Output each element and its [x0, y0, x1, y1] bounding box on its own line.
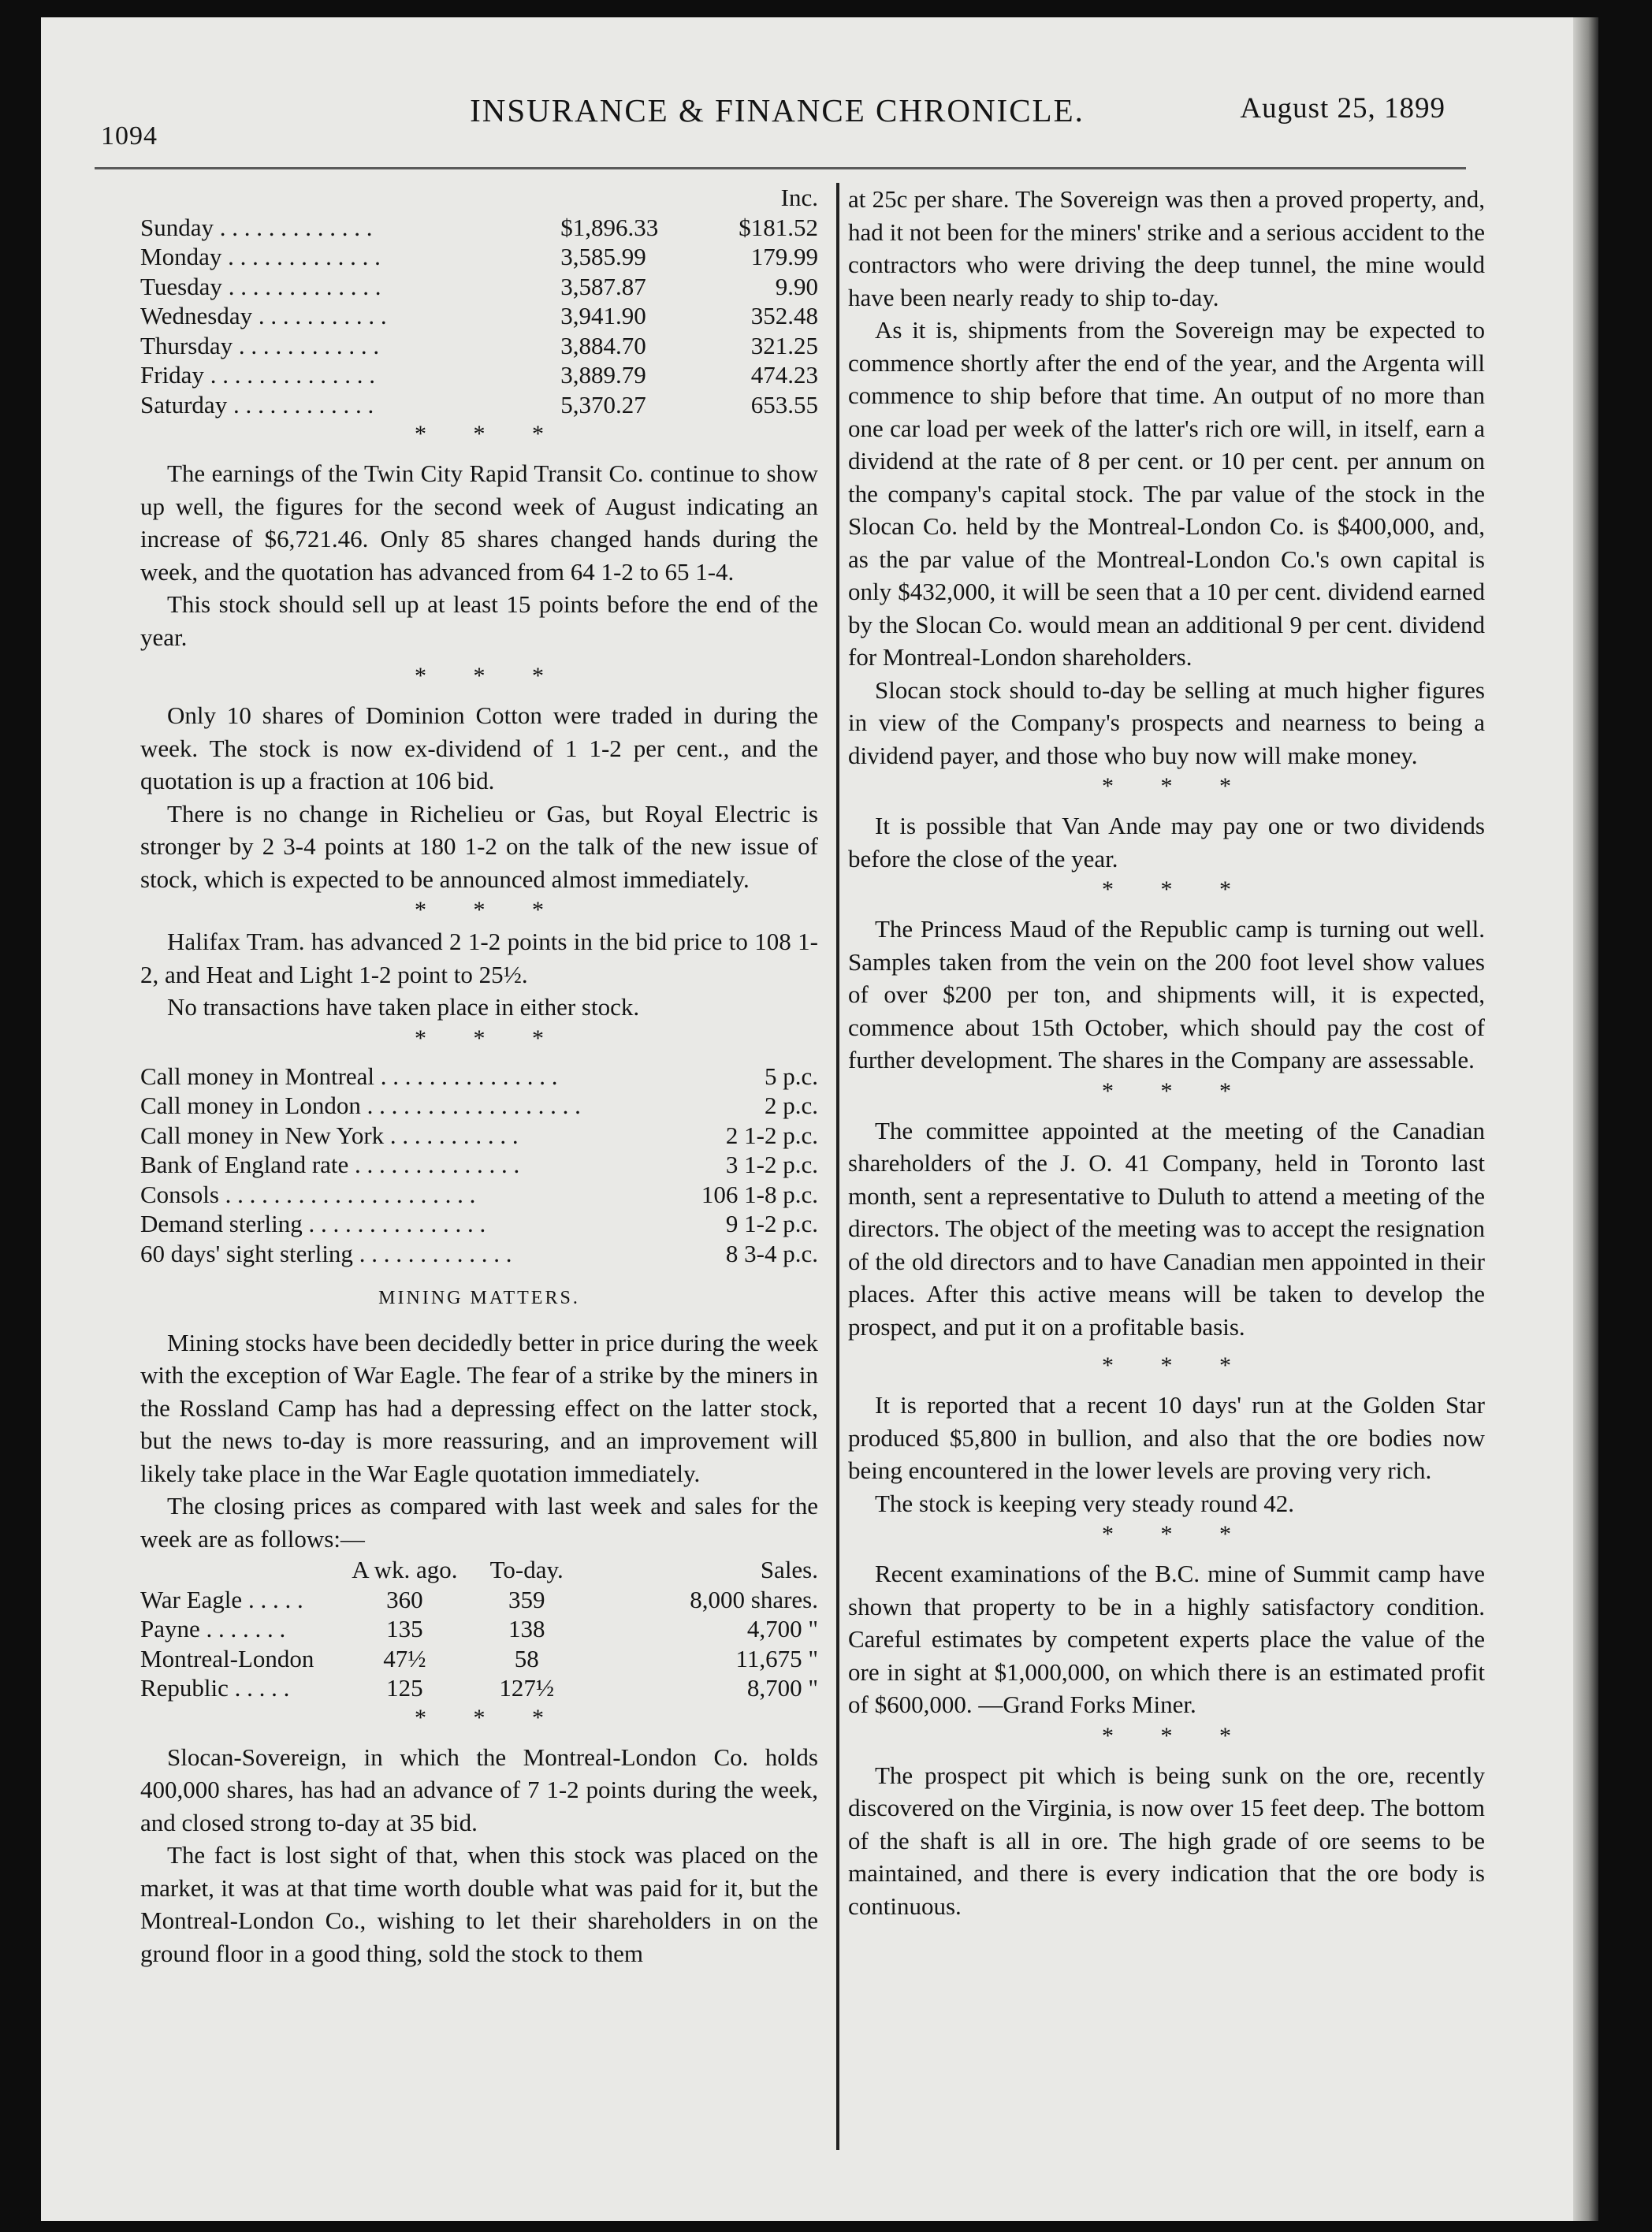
column-header: Sales. [760, 1556, 818, 1583]
column-divider [836, 183, 839, 2150]
table-row: Call money in London . . . . . . . . . . . . . . . . . . 2 p.c. [140, 1092, 818, 1119]
paragraph-golden-star-stock: The stock is keeping very steady round 42. [875, 1489, 1295, 1517]
section-separator: * * * [1102, 773, 1252, 799]
rate-value: 2 p.c. [764, 1092, 818, 1119]
table-row: Tuesday . . . . . . . . . . . . . 3,587.87 9.90 [140, 272, 818, 300]
section-separator: * * * [1102, 1521, 1252, 1547]
paragraph-golden-star: It is reported that a recent 10 days' run at the Golden Star produced $5,800 in bullion, and also that the ore bodies now being encountered in the lower levels are proving very rich. [848, 1391, 1485, 1484]
table-header-row [140, 1555, 818, 1585]
earnings-header-row [140, 183, 818, 213]
rate-value: 2 1-2 p.c. [725, 1121, 818, 1149]
earnings-amount: 5,370.27 [560, 390, 646, 418]
earnings-amount: $1,896.33 [560, 213, 659, 241]
stock-name: War Eagle [140, 1585, 243, 1613]
earnings-table [140, 183, 818, 419]
earnings-increase: 474.23 [750, 361, 818, 389]
section-separator: * * * [415, 663, 564, 689]
paragraph-slocan-outlook: Slocan stock should to-day be selling at much higher figures in view of the Company's prospects and nearness to being a dividend payer, and those who buy now will make money. [848, 675, 1485, 769]
day-label: Wednesday [140, 302, 253, 329]
section-heading-mining: MINING MATTERS. [378, 1288, 580, 1308]
section-separator: * * * [415, 1704, 564, 1731]
table-row: Demand sterling . . . . . . . . . . . . . . . 9 1-2 p.c. [140, 1210, 818, 1237]
paragraph-mining-intro: The closing prices as compared with last week and sales for the week are as follows:— [140, 1492, 818, 1553]
page-number: 1094 [101, 121, 158, 151]
paragraph-bc-mine: Recent examinations of the B.C. mine of Summit camp have shown that property to be in a highly satisfactory condition. Careful estimates by competent experts place the value of the ore in sight at $1,000,000, on which there is an estimated profit of $600,000. —Grand Forks Miner. [848, 1560, 1485, 1718]
day-label: Tuesday [140, 272, 222, 300]
table-row: Call money in Montreal . . . . . . . . . . . . . . . 5 p.c. [140, 1062, 818, 1090]
table-row: Payne . . . . . . . 135 138 4,700 " [140, 1615, 818, 1642]
paragraph-committee: The committee appointed at the meeting of the Canadian shareholders of the J. O. 41 Company, held in Toronto last month, sent a representative to Duluth to attend a meeting of the directors. The object of the meeting was to accept the resignation of the old directors and to have Canadian men appointed in their places. After this active means will be taken to develop the prospect, and put it on a profitable basis. [848, 1116, 1485, 1341]
earnings-increase: 321.25 [750, 331, 818, 359]
rate-value: 5 p.c. [764, 1062, 818, 1090]
day-label: Sunday [140, 213, 214, 241]
section-separator: * * * [415, 897, 564, 923]
earnings-increase: 179.99 [750, 243, 818, 270]
section-separator: * * * [1102, 1352, 1252, 1378]
earnings-increase: 352.48 [750, 302, 818, 329]
rate-value: 106 1-8 p.c. [701, 1180, 818, 1208]
rate-value: 3 1-2 p.c. [725, 1151, 818, 1178]
earnings-increase: $181.52 [739, 213, 818, 241]
section-separator: * * * [415, 1025, 564, 1051]
table-row: Call money in New York . . . . . . . . . . . 2 1-2 p.c. [140, 1121, 818, 1149]
table-row: Montreal-London 47½ 58 11,675 " [140, 1644, 818, 1672]
paragraph-twin-city: The earnings of the Twin City Rapid Transit Co. continue to show up well, the figures for the second week of August indicating an increase of $6,721.46. Only 85 shares changed hands during the week, and the quotation has advanced from 64 1-2 to 65 1-4. [140, 459, 818, 586]
section-separator: * * * [1102, 1077, 1252, 1104]
section-separator: * * * [1102, 1722, 1252, 1749]
column-header: A wk. ago. [352, 1556, 458, 1583]
paragraph-halifax-note: No transactions have taken place in either stock. [167, 993, 640, 1021]
paragraph-richelieu: There is no change in Richelieu or Gas, but Royal Electric is stronger by 2 3-4 points at 180 1-2 on the talk of the new issue of stock, which is expected to be announced almost immediately. [140, 799, 818, 893]
paragraph-van-ande: It is possible that Van Ande may pay one or two dividends before the close of the year. [848, 812, 1485, 872]
publication-title: INSURANCE & FINANCE CHRONICLE. [470, 92, 1085, 128]
table-row: War Eagle . . . . . 360 359 8,000 shares. [140, 1585, 818, 1613]
table-row: Republic . . . . . 125 127½ 8,700 " [140, 1674, 818, 1702]
day-label: Thursday [140, 331, 233, 359]
table-row: Bank of England rate . . . . . . . . . . . . . . 3 1-2 p.c. [140, 1151, 818, 1178]
left-column [140, 183, 818, 1970]
table-row: Monday . . . . . . . . . . . . . 3,585.99 179.99 [140, 243, 818, 270]
table-row: Wednesday . . . . . . . . . . . 3,941.90 352.48 [140, 302, 818, 329]
day-label: Friday [140, 361, 204, 389]
rate-value: 9 1-2 p.c. [725, 1210, 818, 1237]
table-row: Saturday . . . . . . . . . . . . 5,370.27 653.55 [140, 390, 818, 418]
stock-name: Republic [140, 1674, 229, 1702]
earnings-amount: 3,889.79 [560, 361, 646, 389]
page-header [101, 87, 1453, 151]
paragraph-twin-city-outlook: This stock should sell up at least 15 points before the end of the year. [140, 590, 818, 651]
paragraph-halifax: Halifax Tram. has advanced 2 1-2 points in the bid price to 108 1-2, and Heat and Light 1-2 point to 25½. [140, 928, 818, 988]
earnings-amount: 3,884.70 [560, 331, 646, 359]
section-separator: * * * [415, 421, 564, 447]
table-row: Sunday . . . . . . . . . . . . . $1,896.33 $181.52 [140, 213, 818, 241]
stock-name: Montreal-London [140, 1644, 314, 1672]
paragraph-shipments: As it is, shipments from the Sovereign may be expected to commence shortly after the end of the year, and the Argenta will commence to ship before that time. An output of no more than one car load per week of the latter's rich ore will, in itself, earn a dividend at the rate of 8 per cent. or 10 per cent. per annum on the company's capital stock. The par value of the stock in the Slocan Co. held by the Montreal-London Co. is $400,000, and, as the par value of the Montreal-London Co.'s own capital is only $432,000, it will be seen that a 10 per cent. dividend earned by the Slocan Co. would mean an additional 9 per cent. dividend for Montreal-London shareholders. [848, 316, 1485, 671]
earnings-increase: 9.90 [775, 272, 818, 300]
mining-prices-table [140, 1555, 818, 1703]
earnings-amount: 3,585.99 [560, 243, 646, 270]
day-label: Saturday [140, 390, 228, 418]
page-edge-shadow [1573, 17, 1598, 2221]
table-row: 60 days' sight sterling . . . . . . . . . . . . . 8 3-4 p.c. [140, 1239, 818, 1267]
money-rates-table [140, 1062, 818, 1269]
section-separator: * * * [1102, 876, 1252, 902]
inc-header: Inc. [780, 184, 818, 211]
paragraph-slocan-sovereign: Slocan-Sovereign, in which the Montreal-London Co. holds 400,000 shares, has had an advance of 7 1-2 points during the week, and closed strong to-day at 35 bid. [140, 1743, 818, 1836]
table-row: Friday . . . . . . . . . . . . . . 3,889.79 474.23 [140, 361, 818, 389]
table-row: Thursday . . . . . . . . . . . . 3,884.70 321.25 [140, 331, 818, 359]
table-row: Consols . . . . . . . . . . . . . . . . . . . . . 106 1-8 p.c. [140, 1180, 818, 1208]
day-label: Monday [140, 243, 222, 270]
column-header: To-day. [489, 1556, 564, 1583]
paragraph-dominion-cotton: Only 10 shares of Dominion Cotton were traded in during the week. The stock is now ex-dividend of 1 1-2 per cent., and the quotation is up a fraction at 106 bid. [140, 701, 818, 794]
right-column [848, 183, 1485, 1922]
earnings-amount: 3,587.87 [560, 272, 646, 300]
paragraph-continued: at 25c per share. The Sovereign was then a proved property, and, had it not been for the miners' strike and a serious accident to the contractors who were driving the deep tunnel, the mine would have been nearly ready to ship to-day. [848, 185, 1485, 311]
paragraph-virginia: The prospect pit which is being sunk on the ore, recently discovered on the Virginia, is now over 15 feet deep. The bottom of the shaft is all in ore. The high grade of ore seems to be maintained, and there is every indication that the ore body is continuous. [848, 1761, 1485, 1920]
issue-date: August 25, 1899 [1240, 92, 1446, 125]
rate-value: 8 3-4 p.c. [725, 1239, 818, 1267]
stock-name: Payne [140, 1615, 200, 1642]
paragraph-mining: Mining stocks have been decidedly better in price during the week with the exception of War Eagle. The fear of a strike by the miners in the Rossland Camp has had a depressing effect on the latter stock, but the news to-day is more reassuring, and an improvement will likely take place in the War Eagle quotation immediately. [140, 1328, 818, 1487]
header-rule [95, 167, 1466, 169]
paragraph-slocan-history: The fact is lost sight of that, when this stock was placed on the market, it was at that time worth double what was paid for it, but the Montreal-London Co., wishing to let their shareholders in on the ground floor in a good thing, sold the stock to them [140, 1841, 818, 1967]
earnings-amount: 3,941.90 [560, 302, 646, 329]
paragraph-princess-maud: The Princess Maud of the Republic camp is turning out well. Samples taken from the vein on the 200 foot level show values of over $200 per ton, and shipments will, it is expected, commence about 15th October, which should pay the cost of further development. The shares in the Company are assessable. [848, 915, 1485, 1073]
earnings-increase: 653.55 [750, 390, 818, 418]
